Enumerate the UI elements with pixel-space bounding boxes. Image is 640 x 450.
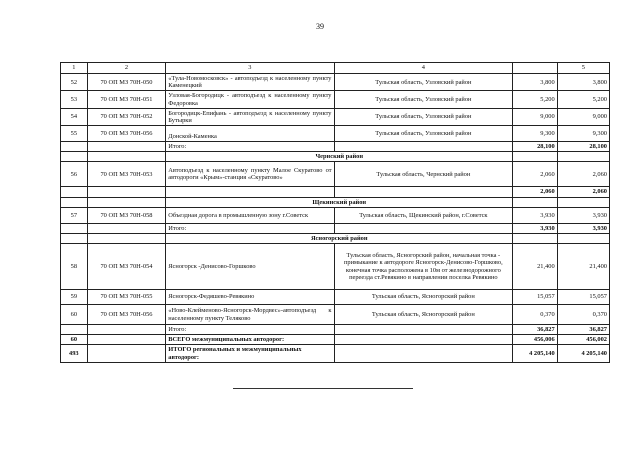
total-length: 4 205,140 bbox=[513, 345, 557, 362]
road-length-total: 15,057 bbox=[557, 290, 609, 305]
road-length: 15,057 bbox=[513, 290, 557, 305]
roads-table bbox=[60, 62, 610, 363]
road-length-total: 3,800 bbox=[557, 74, 609, 91]
subtotal-row bbox=[61, 223, 610, 233]
grand-total-row bbox=[61, 345, 610, 362]
road-code: 70 ОП МЗ 70Н-055 bbox=[87, 290, 166, 305]
row-number: 56 bbox=[61, 162, 88, 187]
subtotal-length: 3,930 bbox=[513, 223, 557, 233]
road-location: Тульская область, Ясногорский район, начальная точка - примыкание к автодороге Ясногорск-Денисово-Горшково, конечная точка расположена в 10м от железнодорожного переезда ст.Ревякино в направлении поселка Ревякино bbox=[334, 244, 513, 290]
district-title: Щекинский район bbox=[166, 197, 513, 207]
road-location: Тульская область, Щекинский район, г.Советск bbox=[334, 207, 513, 223]
footer-divider bbox=[233, 388, 413, 389]
road-location: Тульская область, Ясногорский район bbox=[334, 290, 513, 305]
subtotal-length-total: 2,060 bbox=[557, 187, 609, 197]
district-header-row bbox=[61, 233, 610, 243]
subtotal-length-total: 3,930 bbox=[557, 223, 609, 233]
table-row bbox=[61, 74, 610, 91]
table-row bbox=[61, 207, 610, 223]
road-code: 70 ОП МЗ 70Н-056 bbox=[87, 305, 166, 325]
total-length-total: 456,002 bbox=[557, 335, 609, 345]
table-row bbox=[61, 244, 610, 290]
road-name: Донской-Каменка bbox=[166, 126, 334, 142]
road-code: 70 ОП МЗ 70Н-058 bbox=[87, 207, 166, 223]
road-length: 5,200 bbox=[513, 91, 557, 108]
row-number: 57 bbox=[61, 207, 88, 223]
total-count: 60 bbox=[61, 335, 88, 345]
road-length: 3,800 bbox=[513, 74, 557, 91]
subtotal-length: 2,060 bbox=[513, 187, 557, 197]
road-name: Автоподъезд к населенному пункту Малое Скуратово от автодороги «Крым»-станция «Скуратово» bbox=[166, 162, 334, 187]
road-code: 70 ОП МЗ 70Н-050 bbox=[87, 74, 166, 91]
subtotal-length: 36,827 bbox=[513, 325, 557, 335]
road-length-total: 3,930 bbox=[557, 207, 609, 223]
subtotal-label: Итого: bbox=[166, 325, 334, 335]
road-location: Тульская область, Чернский район bbox=[334, 162, 513, 187]
total-label: ИТОГО региональных и межмуниципальных автодорог: bbox=[166, 345, 334, 362]
header-col-5a bbox=[513, 63, 557, 74]
road-name: «Тула-Новомосковск» - автоподъезд к населенному пункту Каменецкий bbox=[166, 74, 334, 91]
row-number: 53 bbox=[61, 91, 88, 108]
road-length-total: 9,000 bbox=[557, 108, 609, 125]
row-number: 60 bbox=[61, 305, 88, 325]
grand-total-row bbox=[61, 335, 610, 345]
road-code: 70 ОП МЗ 70Н-056 bbox=[87, 126, 166, 142]
road-location: Тульская область, Узловский район bbox=[334, 126, 513, 142]
table-row bbox=[61, 91, 610, 108]
district-header-row bbox=[61, 152, 610, 162]
row-number: 59 bbox=[61, 290, 88, 305]
road-length: 0,370 bbox=[513, 305, 557, 325]
subtotal-label: Итого: bbox=[166, 223, 334, 233]
subtotal-row bbox=[61, 325, 610, 335]
road-length-total: 5,200 bbox=[557, 91, 609, 108]
road-name: Объездная дорога в промышленную зону г.Советск bbox=[166, 207, 334, 223]
subtotal-row bbox=[61, 142, 610, 152]
subtotal-length: 28,100 bbox=[513, 142, 557, 152]
table-row bbox=[61, 305, 610, 325]
total-label: ВСЕГО межмуниципальных автодорог: bbox=[166, 335, 334, 345]
road-code: 70 ОП МЗ 70Н-051 bbox=[87, 91, 166, 108]
road-location: Тульская область, Узловский район bbox=[334, 74, 513, 91]
table-header-row bbox=[61, 63, 610, 74]
header-col-5: 5 bbox=[557, 63, 609, 74]
district-header-row bbox=[61, 197, 610, 207]
header-col-3: 3 bbox=[166, 63, 334, 74]
header-col-4: 4 bbox=[334, 63, 513, 74]
header-col-2: 2 bbox=[87, 63, 166, 74]
road-name: Ясногорск-Федяшево-Ревякино bbox=[166, 290, 334, 305]
road-length-total: 9,300 bbox=[557, 126, 609, 142]
table-row bbox=[61, 162, 610, 187]
table-row bbox=[61, 126, 610, 142]
road-name: «Ново-Клейменово-Ясногорск-Мордвес»-автоподъезд к населенному пункту Теляково bbox=[166, 305, 334, 325]
road-length: 21,400 bbox=[513, 244, 557, 290]
district-title: Ясногорский район bbox=[166, 233, 513, 243]
total-length-total: 4 205,140 bbox=[557, 345, 609, 362]
road-length: 3,930 bbox=[513, 207, 557, 223]
road-location: Тульская область, Узловский район bbox=[334, 108, 513, 125]
road-code: 70 ОП МЗ 70Н-053 bbox=[87, 162, 166, 187]
road-location: Тульская область, Узловский район bbox=[334, 91, 513, 108]
district-title: Чернский район bbox=[166, 152, 513, 162]
table-row bbox=[61, 290, 610, 305]
row-number: 52 bbox=[61, 74, 88, 91]
row-number: 54 bbox=[61, 108, 88, 125]
page-number: 39 bbox=[316, 22, 324, 31]
table-row bbox=[61, 108, 610, 125]
road-name: Узловая-Богородицк - автоподъезд к населенному пункту Федоровка bbox=[166, 91, 334, 108]
road-name: Богородицк-Епифань - автоподъезд к населенному пункту Бутырки bbox=[166, 108, 334, 125]
total-length: 456,006 bbox=[513, 335, 557, 345]
subtotal-row bbox=[61, 187, 610, 197]
road-length-total: 0,370 bbox=[557, 305, 609, 325]
road-length: 9,300 bbox=[513, 126, 557, 142]
road-length-total: 2,060 bbox=[557, 162, 609, 187]
subtotal-label: Итого: bbox=[166, 142, 334, 152]
road-code: 70 ОП МЗ 70Н-052 bbox=[87, 108, 166, 125]
road-name: Ясногорск -Денисово-Горшково bbox=[166, 244, 334, 290]
road-code: 70 ОП МЗ 70Н-054 bbox=[87, 244, 166, 290]
row-number: 58 bbox=[61, 244, 88, 290]
road-location: Тульская область, Ясногорский район bbox=[334, 305, 513, 325]
road-length: 2,060 bbox=[513, 162, 557, 187]
row-number: 55 bbox=[61, 126, 88, 142]
header-col-1: 1 bbox=[61, 63, 88, 74]
subtotal-length-total: 28,100 bbox=[557, 142, 609, 152]
subtotal-length-total: 36,827 bbox=[557, 325, 609, 335]
road-length-total: 21,400 bbox=[557, 244, 609, 290]
total-count: 493 bbox=[61, 345, 88, 362]
road-length: 9,000 bbox=[513, 108, 557, 125]
